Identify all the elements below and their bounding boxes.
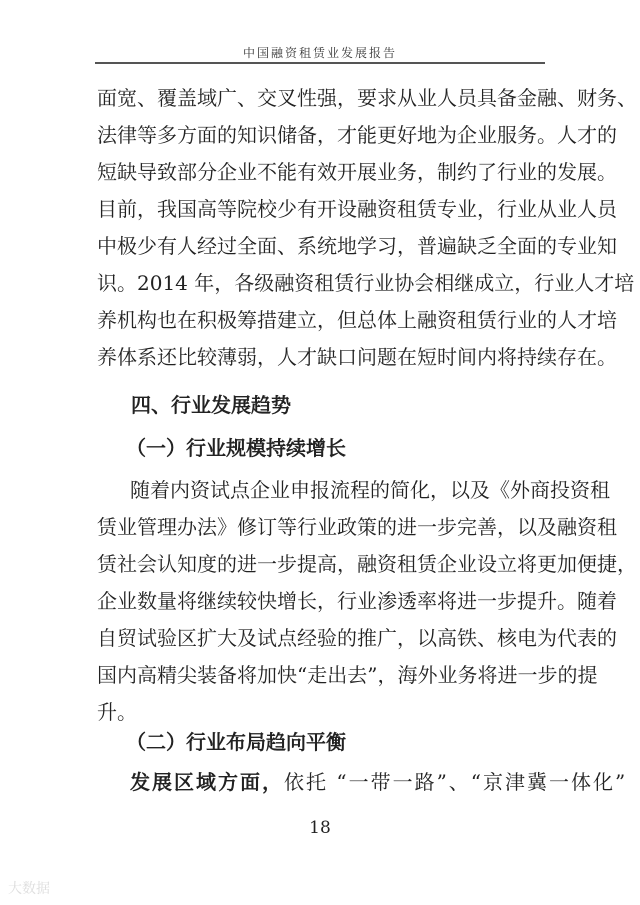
text-line: 面宽、覆盖域广、交叉性强，要求从业人员具备金融、财务、 xyxy=(97,86,637,110)
text-line: 养体系还比较薄弱，人才缺口问题在短时间内将持续存在。 xyxy=(97,345,617,369)
text-line: 中极少有人经过全面、系统地学习，普遍缺乏全面的专业知 xyxy=(97,234,617,258)
text-line: 企业数量将继续较快增长，行业渗透率将进一步提升。随着 xyxy=(97,589,617,613)
text-line: 赁社会认知度的进一步提高，融资租赁企业设立将更加便捷， xyxy=(97,552,637,576)
text-line: 自贸试验区扩大及试点经验的推广，以高铁、核电为代表的 xyxy=(97,626,617,650)
text-line xyxy=(130,769,628,795)
bold-lead: 发展区域方面， xyxy=(130,770,284,794)
text-line: 养机构也在积极筹措建立，但总体上融资租赁行业的人才培 xyxy=(97,308,617,332)
text-line: 短缺导致部分企业不能有效开展业务，制约了行业的发展。 xyxy=(97,160,617,184)
section-heading: 四、行业发展趋势 xyxy=(131,393,291,417)
watermark: 大数据 xyxy=(8,881,50,897)
text-line: 赁业管理办法》修订等行业政策的进一步完善，以及融资租 xyxy=(97,515,617,539)
text-line: 识。2014 年，各级融资租赁行业协会相继成立，行业人才培 xyxy=(97,271,635,295)
header-rule xyxy=(95,62,545,64)
page-number: 18 xyxy=(309,818,331,838)
text-line: 升。 xyxy=(97,700,137,724)
subsection-heading: （一）行业规模持续增长 xyxy=(126,436,346,460)
subsection-heading: （二）行业布局趋向平衡 xyxy=(126,730,346,754)
text-rest: 依托 “一带一路”、“京津冀一体化” xyxy=(284,770,628,794)
running-header: 中国融资租赁业发展报告 xyxy=(242,46,397,60)
text-line: 随着内资试点企业申报流程的简化，以及《外商投资租 xyxy=(130,478,610,502)
text-line: 法律等多方面的知识储备，才能更好地为企业服务。人才的 xyxy=(97,123,617,147)
text-line: 目前，我国高等院校少有开设融资租赁专业，行业从业人员 xyxy=(97,197,617,221)
text-line: 国内高精尖装备将加快“走出去”，海外业务将进一步的提 xyxy=(97,663,598,687)
